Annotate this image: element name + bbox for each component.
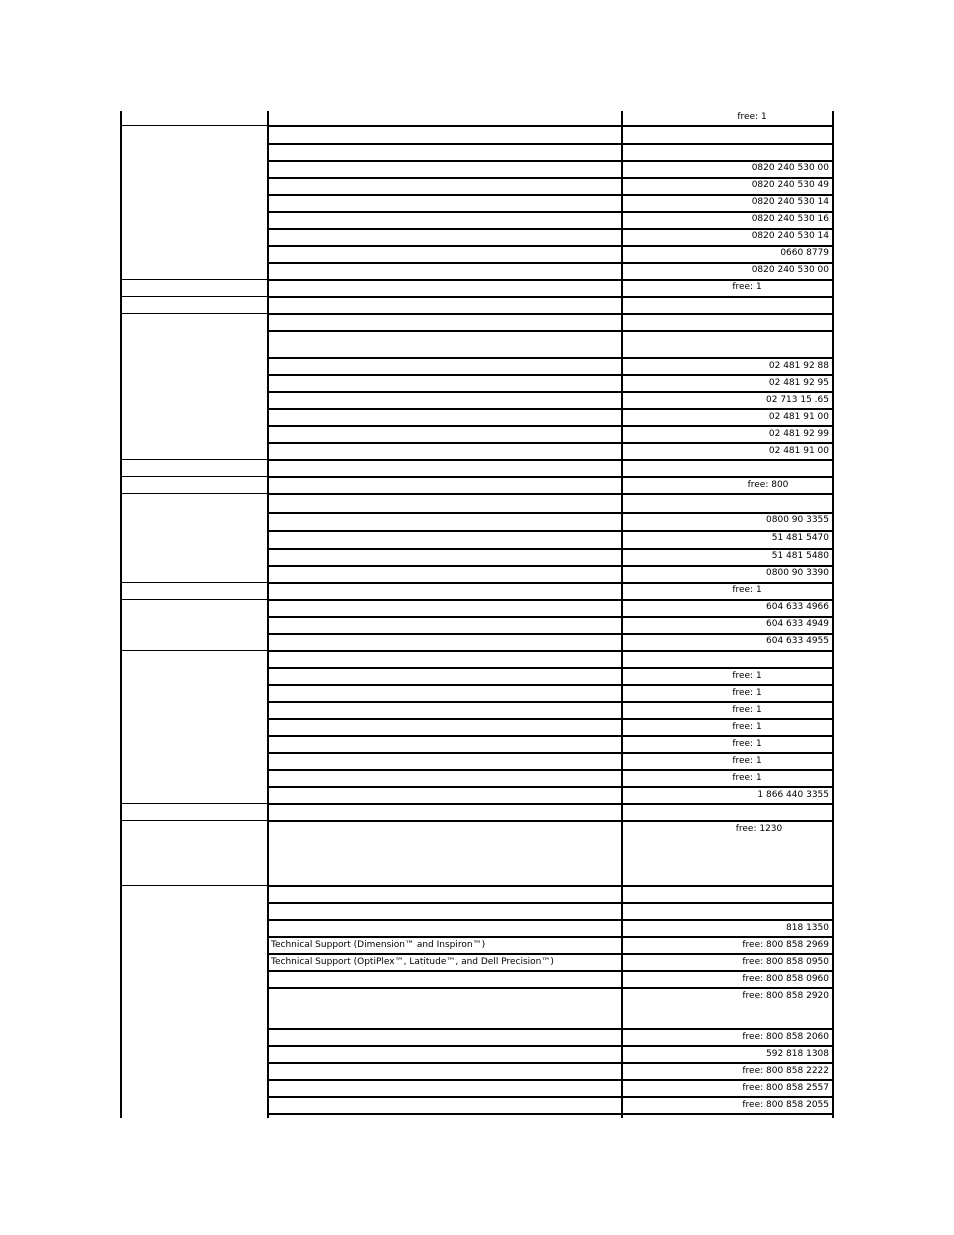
table-rule — [267, 125, 833, 127]
table-rule — [267, 160, 833, 162]
phone-number: free: 1 — [732, 585, 762, 595]
phone-number: 0820 240 530 00 — [751, 265, 829, 275]
phone-number: 1 866 440 3355 — [757, 790, 829, 800]
table-rule — [120, 582, 267, 583]
phone-number: 0820 240 530 14 — [751, 231, 829, 241]
phone-number: free: 800 858 2969 — [742, 940, 829, 950]
table-rule — [267, 953, 833, 955]
table-rule — [267, 902, 833, 904]
table-rule — [120, 459, 267, 460]
table-rule — [120, 476, 267, 477]
phone-number: free: 1 — [737, 112, 767, 122]
phone-number: 604 633 4955 — [766, 636, 829, 646]
table-rule — [267, 279, 833, 281]
phone-number: free: 1 — [732, 282, 762, 292]
phone-number: 604 633 4949 — [766, 619, 829, 629]
phone-number: 02 481 91 00 — [768, 446, 829, 456]
table-rule — [267, 313, 833, 315]
table-rule — [267, 1028, 833, 1030]
table-rule — [267, 211, 833, 213]
phone-number: free: 800 858 2920 — [742, 991, 829, 1001]
phone-number: free: 1230 — [735, 824, 783, 834]
table-rule — [267, 425, 833, 427]
table-rule — [120, 125, 267, 126]
phone-number: 51 481 5470 — [771, 533, 829, 543]
table-rule — [267, 599, 833, 601]
table-rule — [267, 919, 833, 921]
table-rule — [267, 493, 833, 495]
table-rule — [267, 357, 833, 359]
table-rule — [267, 565, 833, 567]
phone-number: free: 1 — [732, 722, 762, 732]
phone-number: free: 800 858 2557 — [742, 1083, 829, 1093]
table-rule — [267, 936, 833, 938]
table-rule — [267, 1062, 833, 1064]
table-rule — [267, 408, 833, 410]
table-rule — [267, 245, 833, 247]
table-rule — [267, 548, 833, 550]
table-rule — [267, 1113, 833, 1115]
table-rule — [267, 616, 833, 618]
phone-number: free: 800 858 2055 — [742, 1100, 829, 1110]
phone-number: free: 800 858 0950 — [742, 957, 829, 967]
table-rule — [267, 820, 833, 822]
table-rule — [267, 970, 833, 972]
phone-number: free: 800 — [747, 480, 789, 490]
table-rule — [267, 582, 833, 584]
table-rule — [267, 1079, 833, 1081]
table-rule — [267, 476, 833, 478]
phone-number: 02 481 91 00 — [768, 412, 829, 422]
table-rule — [267, 530, 833, 532]
table-rule — [120, 650, 267, 651]
table-rule — [267, 885, 833, 887]
table-rule — [267, 769, 833, 771]
table-rule — [120, 885, 267, 886]
table-rule — [267, 1096, 833, 1098]
phone-number: 604 633 4966 — [766, 602, 829, 612]
phone-number: 02 481 92 99 — [768, 429, 829, 439]
table-rule — [267, 374, 833, 376]
table-rule — [267, 803, 833, 805]
table-rule — [120, 820, 267, 821]
table-rule — [267, 330, 833, 332]
table-rule — [120, 493, 267, 494]
phone-number: 02 481 92 88 — [768, 361, 829, 371]
table-rule — [267, 718, 833, 720]
table-rule — [267, 786, 833, 788]
phone-number: free: 800 858 0960 — [742, 974, 829, 984]
phone-number: 0800 90 3355 — [766, 515, 829, 525]
phone-number: 0820 240 530 00 — [751, 163, 829, 173]
table-rule — [267, 143, 833, 145]
phone-number: free: 1 — [732, 705, 762, 715]
table-rule — [267, 650, 833, 652]
table-rule — [267, 194, 833, 196]
table-rule — [120, 803, 267, 804]
phone-number: 0800 90 3390 — [766, 568, 829, 578]
phone-number: free: 800 858 2222 — [742, 1066, 829, 1076]
table-rule — [267, 667, 833, 669]
phone-number: 02 481 92 95 — [768, 378, 829, 388]
table-rule — [267, 735, 833, 737]
table-rule — [267, 752, 833, 754]
service-label: Technical Support (OptiPlex™, Latitude™, and Dell Precision™) — [271, 957, 554, 967]
phone-number: free: 1 — [732, 739, 762, 749]
phone-number: free: 1 — [732, 756, 762, 766]
phone-number: 0660 8779 — [780, 248, 829, 258]
phone-number: 02 713 15 .65 — [766, 395, 829, 405]
table-rule — [120, 313, 267, 314]
phone-number: free: 1 — [732, 773, 762, 783]
table-rule — [267, 1045, 833, 1047]
table-rule — [120, 599, 267, 600]
table-rule — [267, 442, 833, 444]
phone-number: 592 818 1308 — [766, 1049, 829, 1059]
table-rule — [267, 177, 833, 179]
table-rule — [120, 111, 122, 1118]
table-rule — [267, 684, 833, 686]
table-rule — [267, 633, 833, 635]
table-rule — [120, 296, 267, 297]
table-rule — [267, 228, 833, 230]
phone-number: 51 481 5480 — [771, 551, 829, 561]
table-rule — [267, 701, 833, 703]
table-rule — [267, 262, 833, 264]
phone-number: 0820 240 530 16 — [751, 214, 829, 224]
table-rule — [267, 296, 833, 298]
table-rule — [267, 391, 833, 393]
phone-number: 818 1350 — [786, 923, 829, 933]
service-label: Technical Support (Dimension™ and Inspiron™) — [271, 940, 486, 950]
table-rule — [267, 987, 833, 989]
table-rule — [120, 279, 267, 280]
table-rule — [267, 512, 833, 514]
phone-number: 0820 240 530 49 — [751, 180, 829, 190]
phone-number: free: 1 — [732, 671, 762, 681]
phone-number: free: 1 — [732, 688, 762, 698]
phone-number: free: 800 858 2060 — [742, 1032, 829, 1042]
phone-number: 0820 240 530 14 — [751, 197, 829, 207]
table-rule — [267, 459, 833, 461]
